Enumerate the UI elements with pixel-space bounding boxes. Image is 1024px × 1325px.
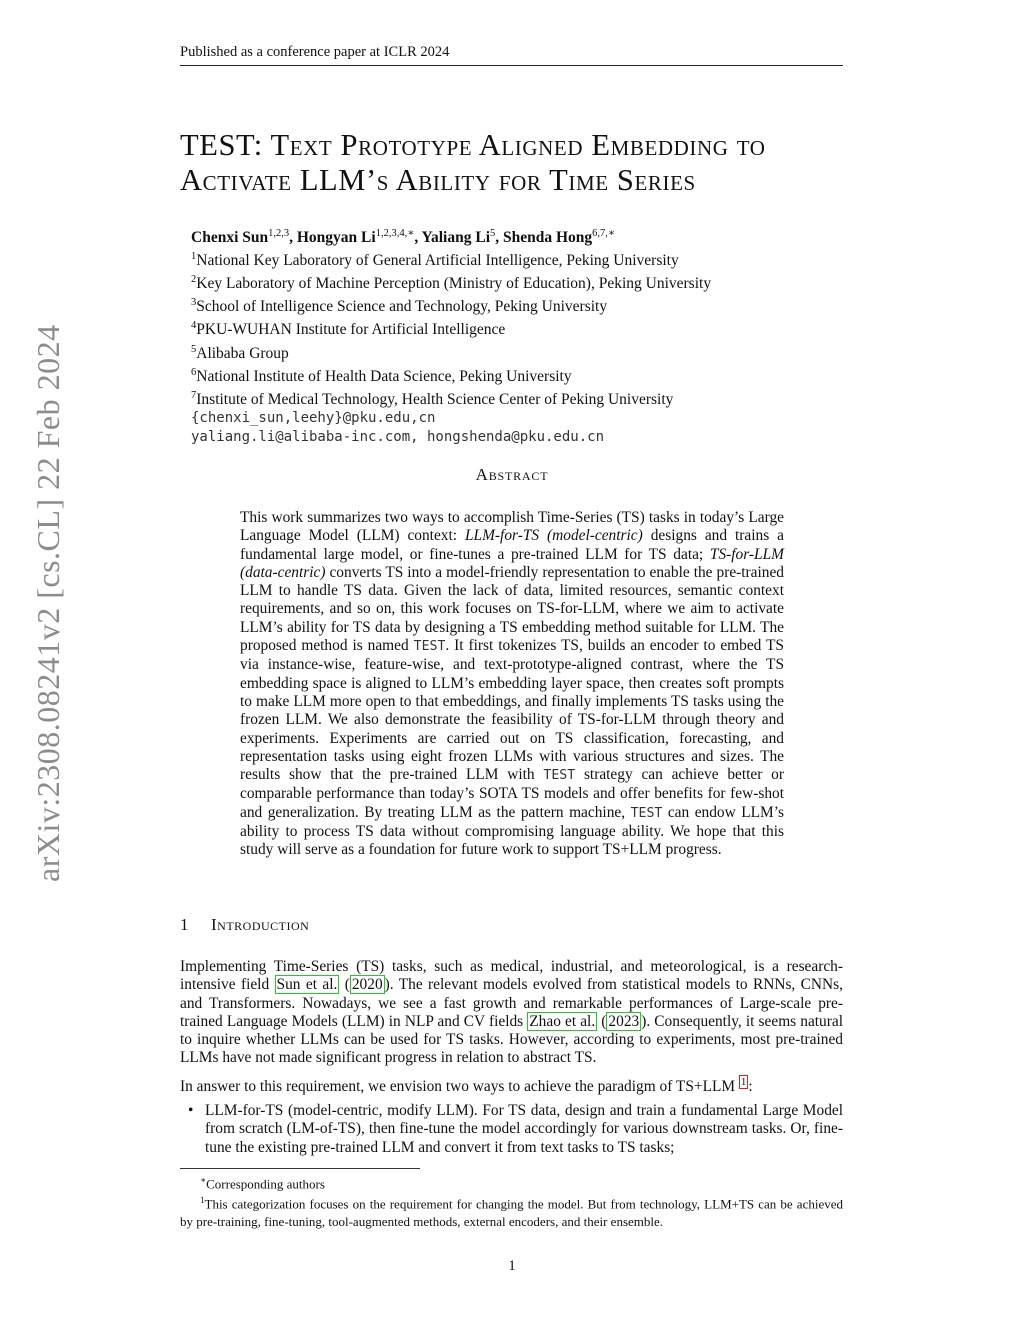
term-llm-for-ts: LLM-for-TS (model-centric) [464, 527, 643, 545]
arxiv-stamp: arXiv:2308.08241v2 [cs.CL] 22 Feb 2024 [30, 324, 66, 882]
method-name: TEST [413, 639, 446, 655]
section-title: Introduction [211, 915, 310, 934]
venue-header: Published as a conference paper at ICLR 2024 [180, 44, 450, 60]
section-heading [180, 915, 309, 935]
affiliation-line: $^7$Institute of Medical Technology, Health Science Center of Peking University [191, 389, 674, 409]
email-line: yaliang.li@alibaba-inc.com, hongshenda@pku.edu.cn [191, 429, 605, 446]
list-item-text: LLM-for-TS (model-centric, modify LLM). For TS data, design and train a fundamental Large Model from scratch (LM-of-TS), then fine-tune the model accordingly for various downstream tasks. Or, fine-tune the existing pre-trained LLM and convert it from text tasks to TS tasks; [205, 1102, 843, 1156]
citation-link[interactable]: Sun et al. [276, 976, 338, 994]
affiliation-line: $^6$National Institute of Health Data Science, Peking University [191, 366, 572, 385]
author-name: Yaliang Li [421, 229, 490, 247]
email-line: {chenxi_sun,leehy}@pku.edu,cn [191, 410, 436, 427]
affiliations [191, 247, 711, 447]
term-ts-for-llm: TS-for-LLM (data-centric) [240, 545, 784, 581]
abstract-heading: Abstract [475, 465, 549, 484]
intro-paragraph: In answer to this requirement, we envision two ways to achieve the paradigm of TS+LLM $^1$ : [180, 1075, 753, 1095]
intro-paragraph: Implementing Time-Series (TS) tasks, such as medical, industrial, and meteorological, is a research-intensive field Sun et al. ( 2020 ). The relevant models evolved from statistical models to RNNs, CNNs, and Transformers. Nowadays, we see a fast growth and remarkable performances of Large-scale pre-trained Language Models (LLM) in NLP and CV fields Zhao et al. ( 2023 ). Consequently, it seems natural to inquire whether LLMs can be used for TS tasks. However, according to experiments, most pre-trained LLMs have not made significant progress in relation to abstract TS. [180, 958, 843, 1067]
citation-year-link[interactable]: 2020 [351, 976, 383, 994]
bullet-icon: • [188, 1102, 194, 1119]
list-item [180, 1102, 843, 1157]
author-list: Chenxi Sun$^{1,2,3}$, Hongyan $Li^{1,2,3,4,∗}$, Yaliang Li$^5$, Shenda Hong$^{6,7,∗}$ [191, 228, 616, 247]
author-name: Hongyan Li [296, 229, 376, 247]
footnote-link[interactable]: 1 [740, 1075, 747, 1088]
footnote-corresponding: ∗Corresponding authors [200, 1175, 325, 1192]
author-affil-mark: 6,7,∗ [592, 228, 616, 239]
title-line-2: Activate LLM’s Ability for Time Series [180, 163, 696, 197]
abstract-text: This work summarizes two ways to accomplish Time-Series (TS) tasks in today’s Large Language Model (LLM) context: LLM-for-TS (model-centric) designs and trains a fundamental large model, or fine-tunes a pre-trained LLM for TS data; TS-for-LLM (data-centric) converts TS into a model-friendly representation to enable the pre-trained LLM to handle TS data. Given the lack of data, limited resources, semantic context requirements, and so on, this work focuses on TS-for-LLM, where we aim to activate LLM’s ability for TS data by designing a TS embedding method suitable for LLM. The proposed method is named TEST. It first tokenizes TS, builds an encoder to embed TS via instance-wise, feature-wise, and text-prototype-aligned contrast, where the TS embedding space is aligned to LLM’s embedding layer space, then creates soft prompts to make LLM more open to that embeddings, and finally implements TS tasks using the frozen LLM. We also demonstrate the feasibility of TS-for-LLM through theory and experiments. Experiments are carried out on TS classification, forecasting, and representation tasks using eight frozen LLMs with various structures and sizes. The results show that the pre-trained LLM with TEST strategy can achieve better or comparable performance than today’s SOTA TS models and offer benefits for few-shot and generalization. By treating LLM as the pattern machine, TEST can endow LLM’s ability to process TS data without compromising language ability. We hope that this study will serve as a foundation for future work to support TS+LLM progress. [240, 509, 785, 859]
method-name: TEST [543, 768, 576, 784]
affiliation-line: $^1$National Key Laboratory of General Artificial Intelligence, Peking University [191, 251, 679, 270]
footnote-rule [180, 1168, 420, 1169]
citation-year-link[interactable]: 2023 [608, 1012, 640, 1030]
page-number: 1 [508, 1258, 516, 1274]
title-line-1: TEST: Text Prototype Aligned Embedding to [180, 128, 766, 162]
section-number: 1 [180, 915, 189, 934]
affiliation-line: $^5$Alibaba Group [191, 343, 289, 362]
footnote-1: $^1$This categorization focuses on the requirement for changing the model. But from technology, LLM+TS can be achieved by pre-training, fine-tuning, tool-augmented methods, external encoders, and their ensemble. [180, 1195, 843, 1229]
paper-title [180, 128, 860, 198]
affiliation-line: $^2$Key Laboratory of Machine Perception (Ministry of Education), Peking University [191, 274, 712, 293]
author-affil-mark: 1,2,3 [268, 228, 290, 239]
footnotes [180, 1172, 843, 1230]
author-name: Chenxi Sun [191, 229, 269, 247]
author-affil-mark: 1,2,3,4,∗ [375, 228, 415, 239]
method-name: TEST [630, 805, 663, 821]
author-name: Shenda Hong [503, 229, 593, 247]
author-affil-mark: 5 [490, 228, 496, 239]
citation-link[interactable]: Zhao et al. [529, 1012, 596, 1030]
affiliation-line: $^4$PKU-WUHAN Institute for Artificial Intelligence [191, 320, 506, 339]
affiliation-line: $^3$School of Intelligence Science and Technology, Peking University [191, 297, 608, 316]
header-rule [180, 65, 843, 66]
